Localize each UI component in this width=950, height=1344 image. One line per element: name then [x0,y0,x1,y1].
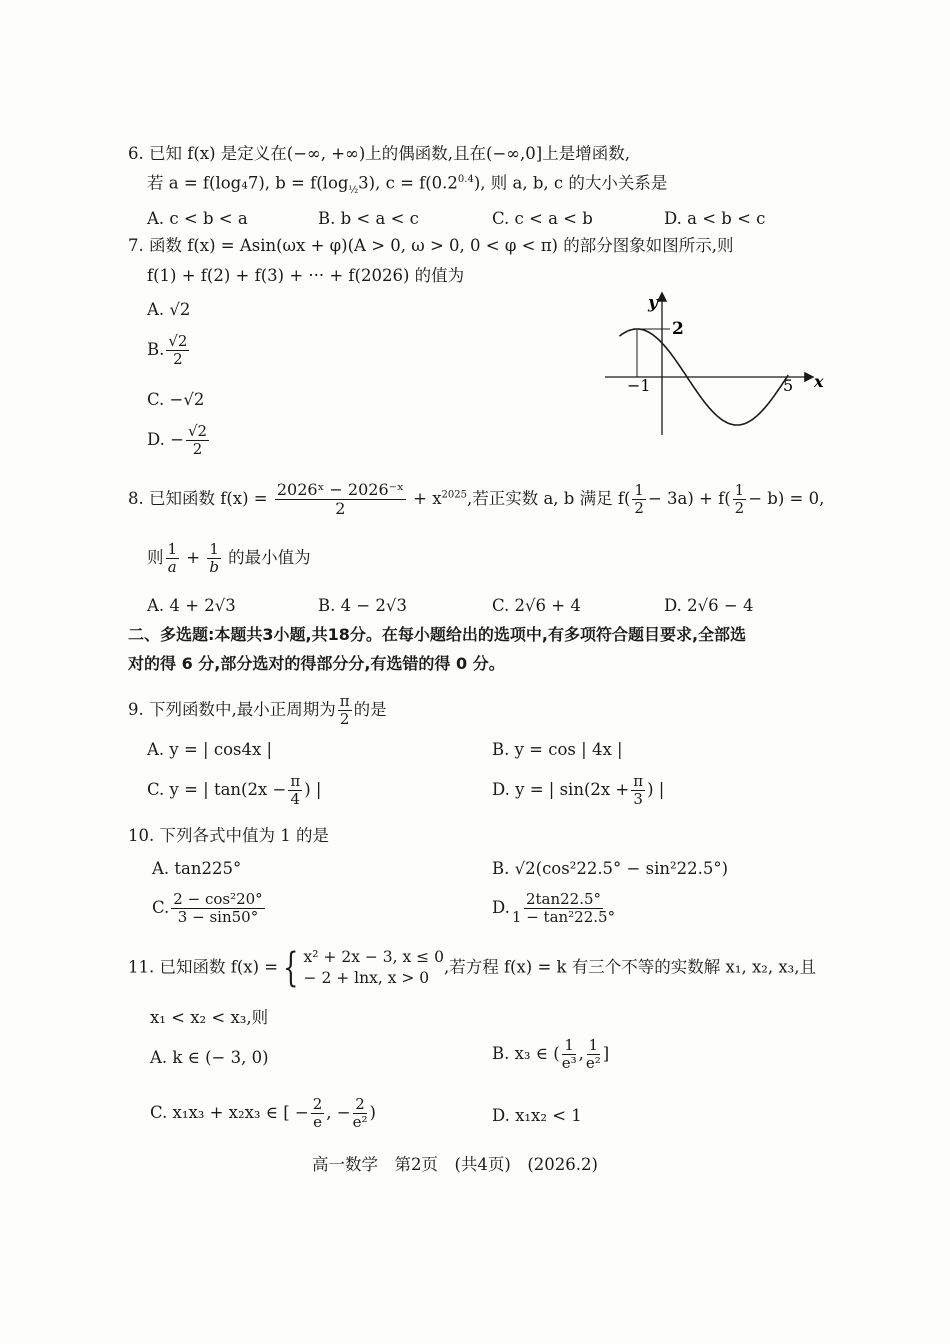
q8-text: − b) = 0, [748,489,825,508]
q7-line2: f(1) + f(2) + f(3) + ··· + f(2026) 的值为 [147,266,465,285]
q9-text: 的是 [353,700,387,719]
case-1: x² + 2x − 3, x ≤ 0 [303,947,444,966]
q6-exponent: 0.4 [457,174,474,185]
denominator: 2 [339,710,350,728]
denominator: 4 [290,790,301,808]
numerator: 1 [634,481,644,499]
denominator: 2 [734,499,745,517]
q6-text: 若 a = f(log₄7), b = f(log [147,173,349,193]
q11-text: , − [326,1103,351,1122]
section2-heading-line1: 二、多选题:本题共3小题,共18分。在每小题给出的选项中,有多项符合题目要求,全部选 [128,625,747,644]
q11-text: ) [369,1103,376,1122]
q11-option-d: D. x₁x₂ < 1 [492,1106,582,1125]
q9-option-c [147,774,321,807]
denominator: b [209,558,219,576]
fraction [586,1038,601,1071]
q7-line1: 7. 函数 f(x) = Asin(ωx + φ)(A > 0, ω > 0, 0 < φ < π) 的部分图象如图所示,则 [128,236,734,255]
q11-line1 [128,945,817,991]
q10-option-a: A. tan225° [152,859,242,878]
q6-line2 [147,175,667,196]
q8-text: ,若正实数 a, b 满足 f( [466,489,631,508]
q7-option-d [147,424,211,457]
q6-log-base: ½ [348,184,359,196]
option-label: D. [492,898,510,917]
tick-label-neg1: −1 [627,376,651,395]
denominator: e² [352,1113,368,1131]
q6-text: 3), c = f(0.2 [358,173,458,193]
numerator: √2 [168,332,188,350]
numerator: 1 [167,540,178,558]
q11-text: , [578,1044,584,1063]
q9-text: 9. 下列函数中,最小正周期为 [128,700,336,719]
q8-text: − 3a) + f( [647,489,731,508]
q10-option-d [492,892,617,925]
numerator: 2 − cos²20° [173,890,263,908]
fraction [733,483,747,516]
numerator: π [339,692,350,710]
fraction [353,1097,368,1130]
q9-option-b: B. y = cos | 4x | [492,740,623,759]
q6-option-d: D. a < b < c [664,209,766,228]
numerator: 1 [588,1036,599,1054]
q11-text: ] [602,1044,610,1063]
q6-line1: 6. 已知 f(x) 是定义在(−∞, +∞)上的偶函数,且在(−∞,0]上是增函数, [128,144,630,163]
denominator: 2 [192,440,203,458]
sine-graph [600,290,830,440]
q11-text: C. x₁x₃ + x₂x₃ ∈ [ − [150,1103,309,1122]
fraction [288,774,302,807]
fraction [632,483,646,516]
numerator: π [290,772,301,790]
q10-stem: 10. 下列各式中值为 1 的是 [128,826,329,845]
q9-stem [128,694,387,727]
amplitude-label: 2 [672,319,684,339]
q7-option-c: C. −√2 [147,390,205,409]
q8-text: 8. 已知函数 f(x) = [128,489,268,508]
section2-heading-line2: 对的得 6 分,部分选对的得部分分,有选错的得 0 分。 [128,654,505,673]
q11-text: B. x₃ ∈ ( [492,1044,560,1063]
denominator: a [167,558,177,576]
denominator: e³ [561,1054,577,1072]
q9-text: ) | [304,780,322,799]
numerator: 1 [209,540,219,558]
q11-option-a: A. k ∈ (− 3, 0) [150,1048,269,1067]
fraction [186,424,209,457]
numerator: 2 [355,1095,365,1113]
denominator: e [313,1113,322,1131]
denominator: 3 [633,790,643,808]
q7-option-b [147,334,191,367]
denominator: 1 − tan²22.5° [511,908,616,926]
q8-option-a: A. 4 + 2√3 [147,596,236,615]
denominator: 2 [173,350,183,368]
q9-text: C. y = | tan(2x − [147,780,287,799]
fraction [562,1038,577,1071]
option-label: D. − [147,430,184,449]
q10-option-c [152,892,267,925]
numerator: √2 [187,422,208,440]
denominator: 3 − sin50° [177,908,259,926]
q8-option-d: D. 2√6 − 4 [664,596,754,615]
q8-line2 [147,542,311,575]
q8-option-b: B. 4 − 2√3 [318,596,407,615]
q6-option-a: A. c < b < a [147,209,248,228]
q9-text: D. y = | sin(2x + [492,780,630,799]
q9-text: ) | [647,780,665,799]
q7-option-a: A. √2 [147,300,191,319]
q11-text: 11. 已知函数 f(x) = [128,957,279,977]
q6-option-b: B. b < a < c [318,209,419,228]
fraction [207,542,221,575]
q8-text: + x [413,489,442,508]
q9-option-d [492,774,664,807]
q10-option-b: B. √2(cos²22.5° − sin²22.5°) [492,859,729,878]
exponent: 2025 [441,489,467,501]
y-axis-label: y [648,293,658,313]
q11-text: ,若方程 f(x) = k 有三个不等的实数解 x₁, x₂, x₃,且 [443,957,817,977]
numerator: 2tan22.5° [525,890,602,908]
piecewise-function [278,945,444,991]
q8-text: 则 [147,548,164,567]
fraction [631,774,645,807]
numerator: 2 [312,1095,323,1113]
numerator: 1 [734,481,745,499]
case-2: − 2 + lnx, x > 0 [303,969,430,987]
fraction [275,482,406,517]
denominator: 2 [634,499,644,517]
option-label: B. [147,340,165,359]
fraction [338,694,352,727]
option-label: C. [152,898,170,917]
fraction [171,892,264,925]
q11-option-b [492,1038,609,1071]
q9-option-a: A. y = | cos4x | [147,740,273,759]
fraction [311,1097,325,1130]
fraction [512,892,615,925]
q6-option-c: C. c < a < b [492,209,593,228]
tick-label-5: 5 [783,376,794,395]
q8-option-c: C. 2√6 + 4 [492,596,581,615]
q11-line2: x₁ < x₂ < x₃,则 [150,1008,269,1027]
numerator: π [633,772,644,790]
fraction [166,334,189,367]
page-footer: 高一数学 第2页 (共4页) (2026.2) [312,1155,598,1174]
x-axis-label: x [814,372,824,391]
brace: { [283,945,299,991]
fraction [166,542,180,575]
numerator: 1 [564,1036,574,1054]
numerator: 2026ˣ − 2026⁻ˣ [276,480,404,499]
q8-line1 [128,482,824,517]
q11-option-c [150,1097,376,1130]
q8-text: + [186,548,201,567]
q8-text: 的最小值为 [228,548,311,567]
denominator: e² [585,1054,601,1072]
denominator: 2 [335,499,346,518]
q6-text: ), 则 a, b, c 的大小关系是 [473,173,668,193]
